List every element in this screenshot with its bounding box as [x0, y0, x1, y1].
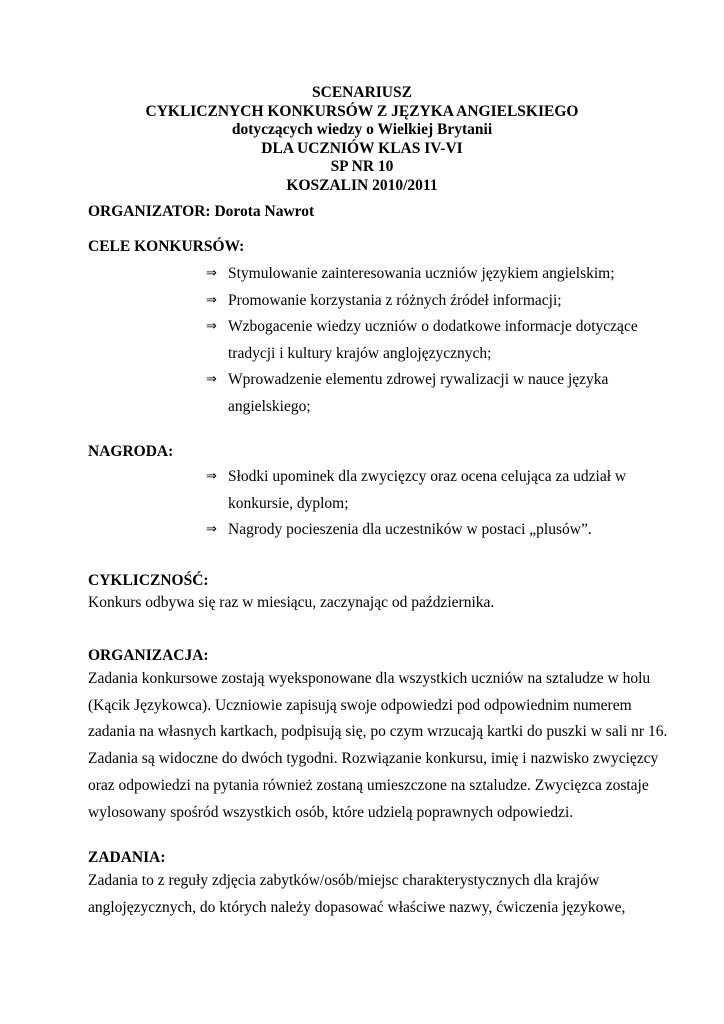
tasks-paragraph: Zadania to z reguły zdjęcia zabytków/osób/miejsc charakterystycznych dla krajów anglojęzycznych, do których należy dopasować właściwe nazwy, ćwiczenia językowe, [88, 872, 626, 916]
organization-heading: ORGANIZACJA: [88, 647, 209, 664]
arrow-right-icon: ⇒ [206, 319, 217, 334]
goals-heading: CELE KONKURSÓW: [88, 238, 245, 255]
list-item: ⇒ Promowanie korzystania z różnych źródeł informacji; [206, 288, 676, 315]
arrow-right-icon: ⇒ [206, 372, 217, 387]
title-line: CYKLICZNYCH KONKURSÓW Z JĘZYKA ANGIELSKIEGO [145, 102, 579, 120]
title-line: dotyczących wiedzy o Wielkiej Brytanii [231, 121, 493, 138]
tasks-heading: ZADANIA: [88, 849, 166, 866]
prize-heading: NAGRODA: [88, 443, 174, 460]
arrow-right-icon: ⇒ [206, 522, 217, 537]
list-item: ⇒ Słodki upominek dla zwycięzcy oraz ocena celująca za udział w konkursie, dyplom; [206, 464, 676, 517]
list-item: ⇒ Wprowadzenie elementu zdrowej rywalizacji w nauce języka angielskiego; [206, 367, 676, 420]
title-line: KOSZALIN 2010/2011 [286, 176, 438, 194]
organizer-line: ORGANIZATOR: Dorota Nawrot [88, 203, 315, 220]
list-item: ⇒ Stymulowanie zainteresowania uczniów językiem angielskim; [206, 261, 676, 288]
title-line: DLA UCZNIÓW KLAS IV-VI [261, 139, 463, 157]
arrow-right-icon: ⇒ [206, 266, 217, 281]
list-item: ⇒ Nagrody pocieszenia dla uczestników w postaci „plusów”. [206, 517, 676, 544]
title-line: SP NR 10 [330, 158, 394, 175]
cyclicity-heading: CYKLICZNOŚĆ: [88, 572, 209, 589]
arrow-right-icon: ⇒ [206, 469, 217, 484]
document-title [0, 84, 724, 195]
goals-list [206, 261, 676, 420]
organization-paragraph: Zadania konkursowe zostają wyeksponowane dla wszystkich uczniów na sztaludze w holu (Kącik Językowca). Uczniowie zapisują swoje odpowiedzi pod odpowiednim numerem zadania na własnych kartkach, podpisują się, po czym wrzucają kartki do puszki w sali nr 16. Zadania są widoczne do dwóch tygodni. Rozwiązanie konkursu, imię i nazwisko zwycięzcy oraz odpowiedzi na pytania również zostaną umieszczone na sztaludze. Zwycięzca zostaje wylosowany spośród wszystkich osób, które udzielą poprawnych odpowiedzi. [88, 670, 668, 821]
prize-list [206, 464, 676, 544]
arrow-right-icon: ⇒ [206, 292, 217, 308]
cyclicity-paragraph: Konkurs odbywa się raz w miesiącu, zaczynając od października. [88, 594, 495, 611]
title-line: SCENARIUSZ [312, 84, 412, 101]
list-item: ⇒ Wzbogacenie wiedzy uczniów o dodatkowe informacje dotyczące tradycji i kultury krajów anglojęzycznych; [206, 314, 676, 367]
